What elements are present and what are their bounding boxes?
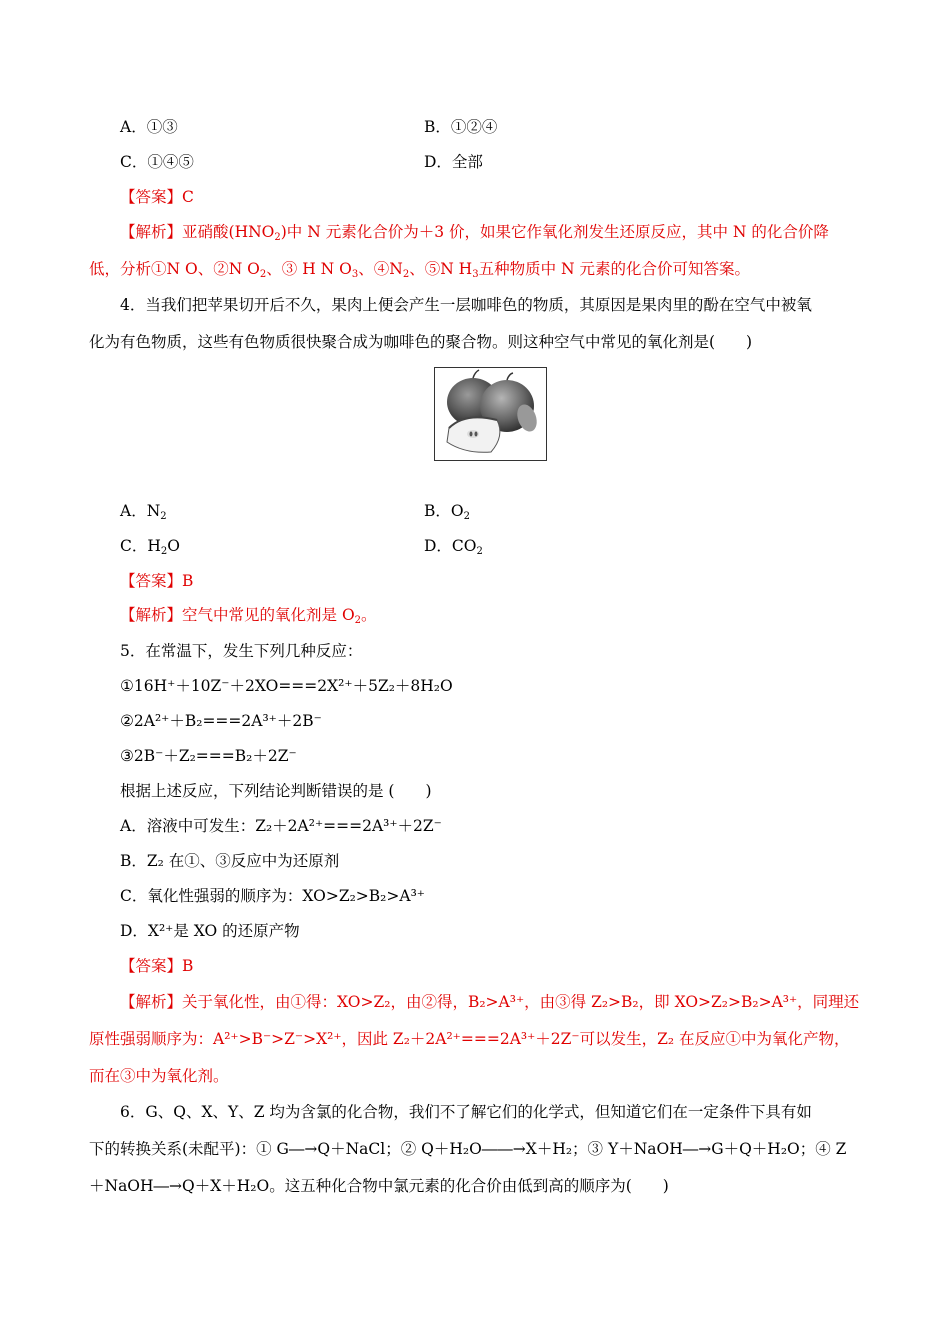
apple-illustration — [434, 367, 547, 461]
q5-reaction-3: ③2B⁻＋Z₂===B₂＋2Z⁻ — [120, 747, 297, 765]
q3-option-c: C．①④⑤ — [120, 153, 194, 171]
q4-answer: 【答案】B — [120, 572, 194, 590]
q4-option-b: B．$O_2$ — [424, 502, 470, 522]
q3-option-a: A．①③ — [120, 118, 178, 136]
q4-stem-line-1: 4．当我们把苹果切开后不久，果肉上便会产生一层咖啡色的物质，其原因是果肉里的酚在空气中被氧 — [120, 296, 812, 314]
q6-stem-line-2: 下的转换关系(未配平)：① G―→Q＋NaCl；② Q＋H₂O――→X＋H₂；③ Y＋NaOH―→G＋Q＋H₂O；④ Z — [89, 1140, 847, 1158]
q3-explanation-line-1: 【解析】亚硝酸$(HNO_2)$中 N 元素化合价为＋3 价，如果它作氧化剂发生还原反应，其中 N 的化合价降 — [120, 223, 829, 243]
q3-option-d: D．全部 — [424, 153, 483, 171]
q5-explanation-line-3: 而在③中为氧化剂。 — [89, 1067, 229, 1085]
q6-stem-line-3: ＋NaOH―→Q＋X＋H₂O。这五种化合物中氯元素的化合价由低到高的顺序为( ) — [89, 1177, 669, 1195]
q5-option-d: D．X²⁺是 XO 的还原产物 — [120, 922, 300, 940]
q5-explanation-line-1: 【解析】关于氧化性，由①得：XO>Z₂，由②得，B₂>A³⁺，由③得 Z₂>B₂，即 XO>Z₂>B₂>A³⁺，同理还 — [120, 993, 860, 1011]
q4-stem-line-2: 化为有色物质，这些有色物质很快聚合成为咖啡色的聚合物。则这种空气中常见的氧化剂是( ) — [89, 333, 753, 351]
q5-stem: 5．在常温下，发生下列几种反应： — [120, 642, 363, 660]
q5-answer: 【答案】B — [120, 957, 194, 975]
q4-option-c: C．$H_2O$ — [120, 537, 180, 557]
q5-question: 根据上述反应，下列结论判断错误的是 ( ) — [120, 782, 432, 800]
q5-option-b: B．Z₂ 在①、③反应中为还原剂 — [120, 852, 340, 870]
q4-explanation: 【解析】空气中常见的氧化剂是 $O_2$。 — [120, 606, 377, 626]
q5-option-c: C．氧化性强弱的顺序为：XO>Z₂>B₂>A³⁺ — [120, 887, 425, 905]
q3-option-b: B．①②④ — [424, 118, 498, 136]
q3-answer: 【答案】C — [120, 188, 194, 206]
q5-reaction-1: ①16H⁺＋10Z⁻＋2XO===2X²⁺＋5Z₂＋8H₂O — [120, 677, 453, 695]
q5-explanation-line-2: 原性强弱顺序为：A²⁺>B⁻>Z⁻>X²⁺，因此 Z₂＋2A²⁺===2A³⁺＋2Z⁻可以发生，Z₂ 在反应①中为氧化产物， — [89, 1030, 850, 1048]
q3-explanation-line-2: 低，分析①N O、②N $O_2$、③ H N $O_3$、$④N_2$、⑤N $H_3$五种物质中 N 元素的化合价可知答案。 — [89, 260, 750, 280]
q5-option-a: A．溶液中可发生：Z₂＋2A²⁺===2A³⁺＋2Z⁻ — [120, 817, 442, 835]
q6-stem-line-1: 6．G、Q、X、Y、Z 均为含氯的化合物，我们不了解它们的化学式，但知道它们在一定条件下具有如 — [120, 1103, 812, 1121]
q4-option-d: D．$CO_2$ — [424, 537, 483, 557]
q5-reaction-2: ②2A²⁺＋B₂===2A³⁺＋2B⁻ — [120, 712, 322, 730]
q4-option-a: A．$N_2$ — [120, 502, 167, 522]
